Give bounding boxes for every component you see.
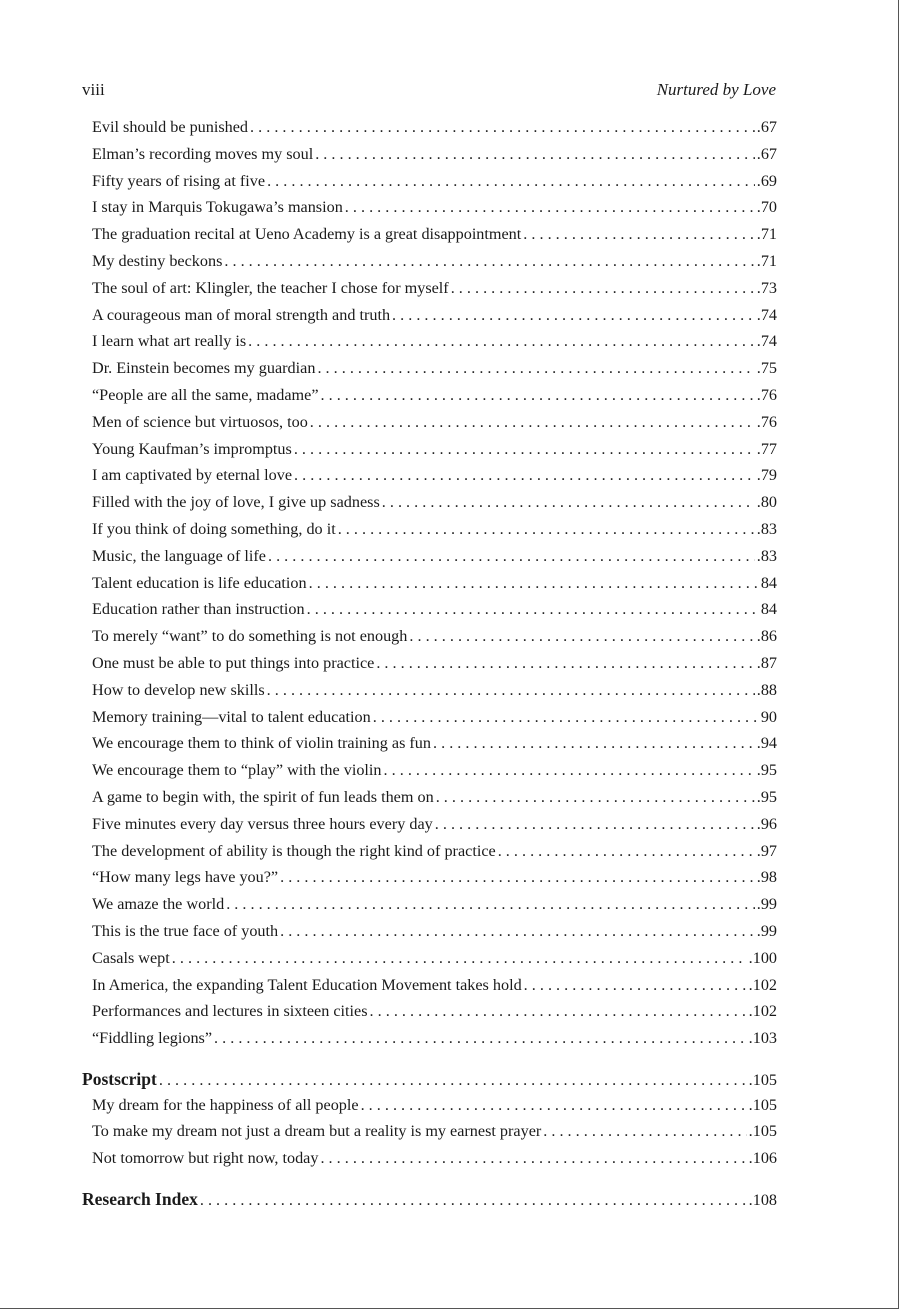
toc-entry-page: .87 bbox=[756, 653, 777, 672]
toc-entry bbox=[82, 976, 777, 1003]
toc-section-heading bbox=[82, 1069, 777, 1096]
toc-entry-title: Not tomorrow but right now, today bbox=[92, 1149, 319, 1168]
toc-entry bbox=[82, 440, 777, 467]
toc-entry-title: Education rather than instruction bbox=[92, 600, 305, 619]
toc-entry-page: .77 bbox=[756, 439, 777, 458]
toc-entry-page: .88 bbox=[756, 680, 777, 699]
dot-leader bbox=[159, 1071, 747, 1090]
toc-entry-title: Research Index bbox=[82, 1189, 198, 1210]
toc-entry bbox=[82, 198, 777, 225]
dot-leader bbox=[294, 440, 755, 459]
dot-leader bbox=[224, 252, 754, 271]
toc-entry-page: .71 bbox=[756, 225, 777, 244]
toc-entry bbox=[82, 734, 777, 761]
toc-entry bbox=[82, 574, 777, 601]
dot-leader bbox=[361, 1096, 747, 1115]
toc-entry-page: .80 bbox=[756, 493, 777, 512]
toc-entry-page: .69 bbox=[756, 171, 777, 190]
toc-entry-title: To make my dream not just a dream but a reality is my earnest prayer bbox=[92, 1122, 542, 1141]
toc-section-heading bbox=[82, 1189, 777, 1216]
toc-entry bbox=[82, 547, 777, 574]
toc-entry bbox=[82, 1122, 777, 1149]
toc-entry-page: .106 bbox=[748, 1149, 777, 1168]
toc-entry-title: I am captivated by eternal love bbox=[92, 466, 293, 485]
toc-entry-title: If you think of doing something, do it bbox=[92, 519, 336, 538]
toc-entry bbox=[82, 520, 777, 547]
section-gap bbox=[82, 1176, 777, 1189]
dot-leader bbox=[315, 145, 755, 164]
dot-leader bbox=[268, 547, 755, 566]
toc-entry bbox=[82, 788, 777, 815]
toc-entry bbox=[82, 306, 777, 333]
toc-entry-title: My dream for the happiness of all people bbox=[92, 1095, 359, 1114]
toc-entry-page: .99 bbox=[756, 921, 777, 940]
toc-entry-page: .76 bbox=[756, 385, 777, 404]
toc-entry-page: .76 bbox=[756, 412, 777, 431]
toc-entry bbox=[82, 868, 777, 895]
toc-entry bbox=[82, 332, 777, 359]
toc-entry-page: .102 bbox=[748, 975, 777, 994]
toc-entry bbox=[82, 922, 777, 949]
toc-entry-page: .108 bbox=[748, 1191, 777, 1210]
dot-leader bbox=[250, 118, 755, 137]
section-gap bbox=[82, 1056, 777, 1069]
toc-entry bbox=[82, 681, 777, 708]
dot-leader bbox=[382, 493, 755, 512]
toc-entry bbox=[82, 627, 777, 654]
dot-leader bbox=[294, 466, 755, 485]
toc-entry bbox=[82, 145, 777, 172]
toc-entry-title: We encourage them to “play” with the violin bbox=[92, 761, 382, 780]
toc-entry-title: Young Kaufman’s impromptus bbox=[92, 439, 292, 458]
toc-entry-page: .94 bbox=[756, 734, 777, 753]
toc-entry bbox=[82, 466, 777, 493]
toc-entry-page: .105 bbox=[748, 1122, 777, 1141]
book-title: Nurtured by Love bbox=[656, 80, 776, 99]
toc-entry bbox=[82, 413, 777, 440]
toc-entry-title: “Fiddling legions” bbox=[92, 1029, 213, 1048]
toc-entry-title: I stay in Marquis Tokugawa’s mansion bbox=[92, 198, 343, 217]
toc-entry bbox=[82, 359, 777, 386]
toc-entry-page: .75 bbox=[756, 359, 777, 378]
toc-entry-page: .74 bbox=[756, 305, 777, 324]
toc-entry-title: Men of science but virtuosos, too bbox=[92, 412, 308, 431]
toc-entry-title: I learn what art really is bbox=[92, 332, 247, 351]
toc-entry-page: .103 bbox=[748, 1029, 777, 1048]
toc-entry bbox=[82, 654, 777, 681]
toc-entry-title: Fifty years of rising at five bbox=[92, 171, 266, 190]
toc-entry-page: .83 bbox=[756, 546, 777, 565]
toc-entry-title: The soul of art: Klingler, the teacher I chose for myself bbox=[92, 278, 449, 297]
toc-entry bbox=[82, 1149, 777, 1176]
toc-entry-title: Filled with the joy of love, I give up sadness bbox=[92, 493, 380, 512]
dot-leader bbox=[345, 198, 755, 217]
dot-leader bbox=[309, 574, 759, 593]
page-number: viii bbox=[82, 80, 105, 99]
toc-entry-title: Evil should be punished bbox=[92, 118, 249, 136]
toc-entry bbox=[82, 1002, 777, 1029]
dot-leader bbox=[451, 279, 755, 298]
dot-leader bbox=[524, 976, 747, 995]
dot-leader bbox=[523, 225, 754, 244]
dot-leader bbox=[172, 949, 747, 968]
toc-entry-page: .86 bbox=[756, 627, 777, 646]
toc-entry bbox=[82, 761, 777, 788]
dot-leader bbox=[373, 708, 759, 727]
toc-entry-title: One must be able to put things into practice bbox=[92, 653, 375, 672]
toc-entry-title: Casals wept bbox=[92, 948, 170, 967]
dot-leader bbox=[370, 1002, 747, 1021]
toc-entry-title: Talent education is life education bbox=[92, 573, 307, 592]
toc-entry-page: 90 bbox=[760, 707, 777, 726]
toc-entry-page: .98 bbox=[756, 868, 777, 887]
toc-entry-page: .67 bbox=[756, 118, 777, 136]
dot-leader bbox=[226, 895, 755, 914]
toc-entry-page: .99 bbox=[756, 895, 777, 914]
toc-entry-title: Memory training—vital to talent education bbox=[92, 707, 371, 726]
toc-entry bbox=[82, 895, 777, 922]
dot-leader bbox=[435, 815, 755, 834]
dot-leader bbox=[392, 306, 755, 325]
toc-entry-page: .70 bbox=[756, 198, 777, 217]
toc-entry-page: .100 bbox=[748, 948, 777, 967]
toc-entry bbox=[82, 1096, 777, 1123]
table-of-contents bbox=[82, 118, 777, 1216]
toc-entry-title: “How many legs have you?” bbox=[92, 868, 279, 887]
toc-entry-title: The graduation recital at Ueno Academy is a great disappointment bbox=[92, 225, 522, 244]
toc-entry bbox=[82, 708, 777, 735]
toc-entry bbox=[82, 493, 777, 520]
toc-entry-title: Five minutes every day versus three hours every day bbox=[92, 814, 433, 833]
toc-entry-page: .67 bbox=[756, 144, 777, 163]
dot-leader bbox=[321, 386, 755, 405]
toc-entry-page: .95 bbox=[756, 787, 777, 806]
toc-entry-title: The development of ability is though the right kind of practice bbox=[92, 841, 496, 860]
running-head bbox=[82, 80, 776, 100]
toc-entry-page: .102 bbox=[748, 1002, 777, 1021]
toc-entry-title: Elman’s recording moves my soul bbox=[92, 144, 314, 163]
toc-entry bbox=[82, 118, 777, 145]
toc-entry-page: .79 bbox=[756, 466, 777, 485]
toc-entry-title: We encourage them to think of violin training as fun bbox=[92, 734, 431, 753]
dot-leader bbox=[200, 1191, 747, 1210]
dot-leader bbox=[376, 654, 754, 673]
dot-leader bbox=[409, 627, 754, 646]
toc-entry-page: .97 bbox=[756, 841, 777, 860]
toc-entry bbox=[82, 172, 777, 199]
toc-entry-title: My destiny beckons bbox=[92, 251, 223, 270]
toc-entry-page: .95 bbox=[756, 761, 777, 780]
dot-leader bbox=[310, 413, 755, 432]
toc-entry bbox=[82, 252, 777, 279]
toc-entry-title: Dr. Einstein becomes my guardian bbox=[92, 359, 316, 378]
dot-leader bbox=[307, 600, 759, 619]
toc-entry-page: .105 bbox=[748, 1095, 777, 1114]
toc-entry bbox=[82, 949, 777, 976]
toc-entry bbox=[82, 279, 777, 306]
toc-entry-title: To merely “want” to do something is not enough bbox=[92, 627, 408, 646]
toc-entry-title: “People are all the same, madame” bbox=[92, 385, 319, 404]
toc-entry bbox=[82, 600, 777, 627]
dot-leader bbox=[214, 1029, 747, 1048]
toc-entry-page: .96 bbox=[756, 814, 777, 833]
toc-entry bbox=[82, 842, 777, 869]
toc-entry-page: .74 bbox=[756, 332, 777, 351]
dot-leader bbox=[433, 734, 755, 753]
dot-leader bbox=[338, 520, 755, 539]
toc-entry-title: Music, the language of life bbox=[92, 546, 266, 565]
dot-leader bbox=[317, 359, 754, 378]
toc-entry-title: A courageous man of moral strength and truth bbox=[92, 305, 391, 324]
dot-leader bbox=[543, 1122, 746, 1141]
toc-entry bbox=[82, 815, 777, 842]
toc-entry-page: 84 bbox=[760, 600, 777, 619]
toc-entry-page: .105 bbox=[748, 1070, 777, 1089]
dot-leader bbox=[436, 788, 755, 807]
dot-leader bbox=[248, 332, 755, 351]
toc-entry bbox=[82, 1029, 777, 1056]
toc-entry-title: How to develop new skills bbox=[92, 680, 265, 699]
toc-entry-title: Performances and lectures in sixteen cities bbox=[92, 1002, 368, 1021]
toc-entry-title: This is the true face of youth bbox=[92, 921, 279, 940]
dot-leader bbox=[384, 761, 755, 780]
toc-entry-page: .71 bbox=[756, 251, 777, 270]
toc-entry-title: In America, the expanding Talent Education Movement takes hold bbox=[92, 975, 522, 994]
toc-entry-page: 84 bbox=[760, 573, 777, 592]
toc-entry bbox=[82, 386, 777, 413]
dot-leader bbox=[498, 842, 755, 861]
toc-entry bbox=[82, 225, 777, 252]
toc-entry-page: .73 bbox=[756, 278, 777, 297]
toc-entry-title: Postscript bbox=[82, 1068, 157, 1089]
dot-leader bbox=[280, 922, 755, 941]
toc-entry-title: We amaze the world bbox=[92, 895, 225, 914]
dot-leader bbox=[280, 868, 755, 887]
dot-leader bbox=[320, 1149, 746, 1168]
dot-leader bbox=[267, 172, 755, 191]
toc-entry-title: A game to begin with, the spirit of fun leads them on bbox=[92, 787, 434, 806]
dot-leader bbox=[267, 681, 755, 700]
toc-entry-page: .83 bbox=[756, 519, 777, 538]
